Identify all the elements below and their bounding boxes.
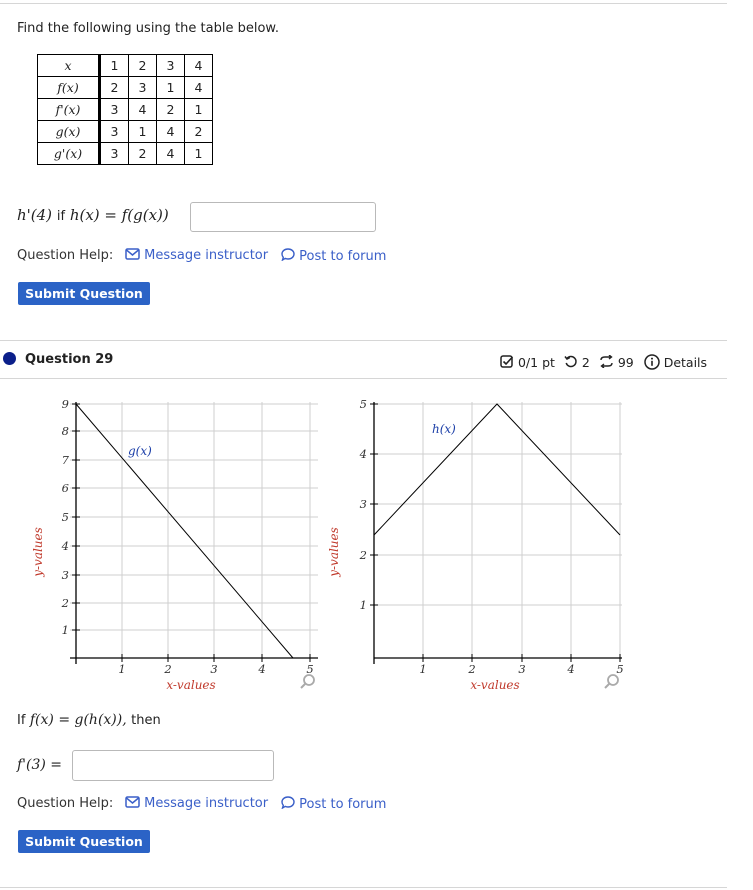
table-cell: 1	[185, 143, 213, 165]
y-tick-label: 5	[61, 510, 69, 524]
table-cell: 2	[129, 143, 157, 165]
envelope-icon	[125, 796, 140, 808]
checkbox-icon	[500, 355, 514, 368]
q29-submit-button[interactable]: Submit Question	[18, 830, 150, 853]
q29-help-label: Question Help:	[17, 796, 114, 811]
table-row	[38, 121, 213, 143]
graph-g-xlabel: x-values	[166, 678, 216, 692]
q28-intro: Find the following using the table below.	[17, 21, 279, 36]
table-row	[38, 77, 213, 99]
table-row-label: f(x)	[38, 77, 100, 99]
q29-attempts: 99	[617, 355, 634, 370]
q29-given-then: then	[131, 713, 161, 728]
table-cell: 3	[157, 55, 185, 77]
table-cell: 1	[157, 77, 185, 99]
q29-retries: 2	[581, 355, 590, 370]
q28-prompt-definition: h(x) = f(g(x))	[69, 206, 169, 224]
q29-message-instructor-link[interactable]	[125, 796, 268, 811]
table-row	[38, 99, 213, 121]
q28-help	[17, 248, 113, 263]
attempts-icon	[599, 355, 614, 368]
table-cell: 2	[100, 77, 129, 99]
table-row-label: g'(x)	[38, 143, 100, 165]
top-divider	[0, 3, 727, 4]
y-tick-label: 7	[61, 453, 69, 467]
x-tick-label: 2	[164, 662, 172, 676]
y-tick-label: 2	[61, 596, 69, 610]
y-tick-label: 6	[61, 481, 69, 495]
table-row-label: f'(x)	[38, 99, 100, 121]
q28-message-instructor-link[interactable]	[125, 248, 268, 263]
q28-post-to-forum-link[interactable]	[281, 248, 386, 264]
q29-ask: f'(3) =	[17, 757, 63, 773]
graph-h-ylabel: y-values	[327, 527, 341, 577]
x-tick-label: 5	[616, 662, 624, 676]
q29-given-if: If	[17, 713, 26, 728]
y-tick-label: 1	[61, 623, 69, 637]
speech-bubble-icon	[281, 796, 295, 809]
y-tick-label: 3	[61, 568, 69, 582]
q29-message-instructor-label: Message instructor	[144, 796, 269, 811]
x-tick-label: 1	[419, 662, 427, 676]
table-header: x	[38, 55, 100, 77]
x-tick-label: 3	[210, 662, 218, 676]
graph-g-line	[76, 404, 293, 658]
x-tick-label: 4	[567, 662, 575, 676]
y-tick-label: 3	[359, 497, 367, 511]
graph-g	[18, 392, 330, 696]
table-cell: 2	[129, 55, 157, 77]
y-tick-label: 4	[61, 539, 69, 553]
q28-prompt-target: h'(4)	[17, 206, 53, 224]
table-cell: 3	[129, 77, 157, 99]
q29-top-divider	[0, 340, 727, 341]
y-tick-label: 4	[359, 447, 367, 461]
table-cell: 4	[185, 55, 213, 77]
table-cell: 1	[100, 55, 129, 77]
values-table	[37, 54, 213, 165]
table-cell: 2	[185, 121, 213, 143]
q29-details-button[interactable]	[644, 355, 707, 370]
q28-message-instructor-label: Message instructor	[144, 248, 269, 263]
retry-icon	[564, 355, 578, 368]
x-tick-label: 5	[306, 662, 314, 676]
q28-submit-button[interactable]: Submit Question	[18, 282, 150, 305]
zoom-icon[interactable]	[605, 675, 618, 688]
table-row	[38, 55, 213, 77]
graph-h-xlabel: x-values	[470, 678, 520, 692]
q29-header-divider	[0, 378, 727, 379]
table-cell: 3	[100, 121, 129, 143]
table-cell: 4	[185, 77, 213, 99]
q29-help	[17, 796, 113, 811]
envelope-icon	[125, 248, 140, 260]
q29-score: 0/1 pt	[517, 355, 555, 370]
graph-h-line	[374, 404, 620, 535]
bottom-divider	[0, 887, 727, 888]
x-tick-label: 1	[118, 662, 126, 676]
table-cell: 4	[157, 143, 185, 165]
speech-bubble-icon	[281, 248, 295, 261]
y-tick-label: 8	[61, 424, 69, 438]
table-cell: 2	[157, 99, 185, 121]
table-cell: 3	[100, 99, 129, 121]
q28-help-label: Question Help:	[17, 248, 114, 263]
q29-post-to-forum-label: Post to forum	[299, 797, 387, 812]
q29-given	[17, 712, 161, 728]
x-tick-label: 3	[518, 662, 526, 676]
graph-h	[322, 392, 634, 696]
x-tick-label: 2	[468, 662, 476, 676]
table-cell: 4	[157, 121, 185, 143]
q29-answer-input[interactable]	[72, 750, 274, 781]
info-icon	[644, 354, 660, 370]
y-tick-label: 2	[359, 548, 367, 562]
graph-h-curve-label: h(x)	[432, 422, 456, 436]
table-row	[38, 143, 213, 165]
q28-post-to-forum-label: Post to forum	[299, 249, 387, 264]
q29-title: Question 29	[25, 352, 114, 367]
table-cell: 1	[185, 99, 213, 121]
table-cell: 3	[100, 143, 129, 165]
table-cell: 1	[129, 121, 157, 143]
table-cell: 4	[129, 99, 157, 121]
q28-prompt	[17, 206, 169, 224]
q29-post-to-forum-link[interactable]	[281, 796, 386, 812]
y-tick-label: 5	[359, 397, 367, 411]
graph-g-ylabel: y-values	[31, 527, 45, 577]
question-status-dot	[3, 352, 16, 365]
q28-answer-input[interactable]	[190, 202, 376, 232]
y-tick-label: 9	[61, 397, 69, 411]
q29-given-expression: f(x) = g(h(x)),	[29, 712, 127, 728]
zoom-icon[interactable]	[301, 675, 314, 688]
table-row-label: g(x)	[38, 121, 100, 143]
q29-details-label: Details	[663, 355, 708, 370]
q29-status-bar	[500, 354, 707, 370]
x-tick-label: 4	[258, 662, 266, 676]
q28-prompt-if: if	[56, 209, 66, 224]
graph-g-curve-label: g(x)	[128, 444, 152, 458]
graph-h-grid	[359, 397, 624, 676]
y-tick-label: 1	[359, 598, 367, 612]
